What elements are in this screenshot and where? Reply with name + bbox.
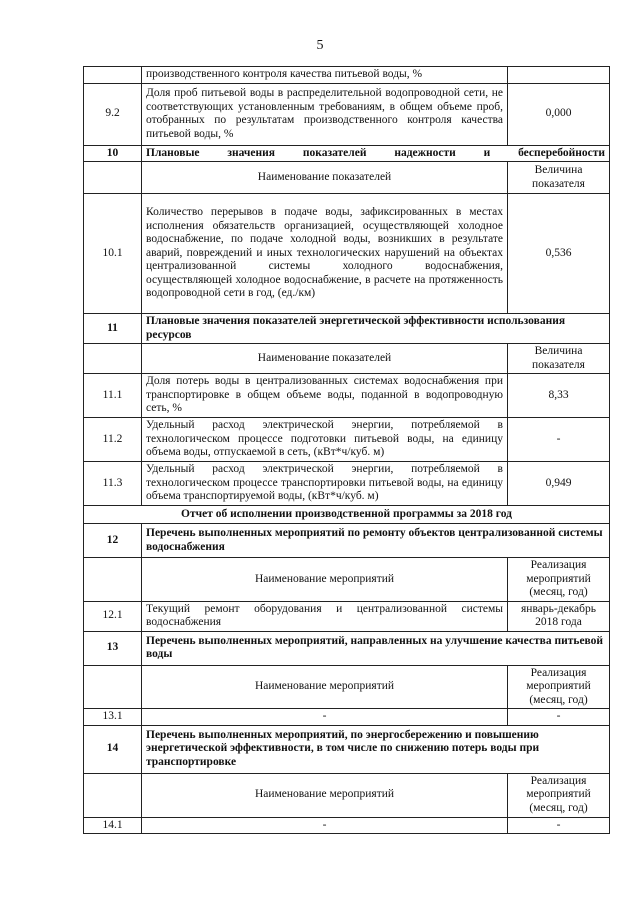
section-row: [84, 631, 610, 665]
table-row: [84, 374, 610, 418]
indicator-description: -: [142, 709, 508, 726]
indicator-description: -: [142, 817, 508, 834]
row-number: 13.1: [84, 709, 142, 726]
section-row: [84, 314, 610, 344]
row-number: 9.2: [84, 83, 142, 145]
section-row: [84, 524, 610, 558]
page-number: 5: [316, 38, 324, 53]
table-row: [84, 83, 610, 145]
column-header-value: Реализация мероприятий (месяц, год): [508, 665, 610, 709]
section-number: 12: [84, 524, 142, 558]
report-banner-row: [84, 506, 610, 524]
column-header-value: Реализация мероприятий (месяц, год): [508, 558, 610, 602]
table-row: [84, 418, 610, 462]
column-header-name: Наименование мероприятий: [142, 558, 508, 602]
indicator-value: -: [508, 418, 610, 462]
indicator-description: Доля потерь воды в централизованных системах водоснабжения при транспортировке в общем объеме воды, поданной в водопроводную сеть, %: [142, 374, 508, 418]
column-header-value: Величина показателя: [508, 162, 610, 194]
column-header-name: Наименование мероприятий: [142, 773, 508, 817]
table-row: [84, 601, 610, 631]
indicator-description: Удельный расход электрической энергии, потребляемой в технологическом процессе транспортировки питьевой воды, на единицу объема транспортируемой воды, (кВт*ч/куб. м): [142, 462, 508, 506]
section-row: [84, 725, 610, 773]
empty-cell: [84, 558, 142, 602]
column-header-value: Величина показателя: [508, 344, 610, 374]
column-header-name: Наименование показателей: [142, 162, 508, 194]
column-header-row: [84, 162, 610, 194]
section-row: [84, 145, 610, 162]
table-row: [84, 817, 610, 834]
empty-cell: [84, 344, 142, 374]
table-row: [84, 462, 610, 506]
indicator-value: [508, 67, 610, 84]
column-header-value: Реализация мероприятий (месяц, год): [508, 773, 610, 817]
table-row: [84, 709, 610, 726]
section-title: Перечень выполненных мероприятий, направленных на улучшение качества питьевой воды: [142, 631, 610, 665]
column-header-row: [84, 665, 610, 709]
row-number: 11.2: [84, 418, 142, 462]
section-number: 13: [84, 631, 142, 665]
section-number: 11: [84, 314, 142, 344]
row-number: 11.3: [84, 462, 142, 506]
section-title: Плановые значения показателей надежности и бесперебойности: [142, 145, 610, 162]
indicator-description: Доля проб питьевой воды в распределительной водопроводной сети, не соответствующих установленным требованиям, в общем объеме проб, отобранных по результатам производственного контроля качества питьевой воды, %: [142, 83, 508, 145]
column-header-name: Наименование мероприятий: [142, 665, 508, 709]
row-number: 11.1: [84, 374, 142, 418]
indicator-description: производственного контроля качества питьевой воды, %: [142, 67, 508, 84]
indicator-value: январь-декабрь 2018 года: [508, 601, 610, 631]
row-number: [84, 67, 142, 84]
indicators-table: [83, 66, 610, 834]
table-row: [84, 67, 610, 84]
indicator-value: 0,536: [508, 194, 610, 314]
table-row: [84, 194, 610, 314]
section-title: Перечень выполненных мероприятий по ремонту объектов централизованной системы водоснабжения: [142, 524, 610, 558]
row-number: 10.1: [84, 194, 142, 314]
row-number: 14.1: [84, 817, 142, 834]
indicator-value: -: [508, 817, 610, 834]
empty-cell: [84, 665, 142, 709]
empty-cell: [84, 162, 142, 194]
indicator-description: Количество перерывов в подаче воды, зафиксированных в местах исполнения обязательств организацией, осуществляющей холодное водоснабжение, по подаче холодной воды, возникших в результате аварий, повреждений и иных технологических нарушений на объектах централизованной системы холодного водоснабжения, осуществляющей холодное водоснабжение, в расчете на протяженность водопроводной сети в год, (ед./км): [142, 194, 508, 314]
section-title: Перечень выполненных мероприятий, по энергосбережению и повышению энергетической эффективности, в том числе по снижению потерь воды при транспортировке: [142, 725, 610, 773]
section-number: 14: [84, 725, 142, 773]
table-body: [84, 67, 610, 834]
indicator-value: -: [508, 709, 610, 726]
row-number: 12.1: [84, 601, 142, 631]
column-header-row: [84, 558, 610, 602]
indicator-value: 0,000: [508, 83, 610, 145]
empty-cell: [84, 773, 142, 817]
column-header-row: [84, 773, 610, 817]
column-header-row: [84, 344, 610, 374]
indicator-value: 8,33: [508, 374, 610, 418]
indicator-description: Текущий ремонт оборудования и централизованной системы водоснабжения: [142, 601, 508, 631]
indicator-description: Удельный расход электрической энергии, потребляемой в технологическом процессе подготовки питьевой воды, на единицу объема воды, отпускаемой в сеть, (кВт*ч/куб. м): [142, 418, 508, 462]
report-title: Отчет об исполнении производственной программы за 2018 год: [84, 506, 610, 524]
section-title: Плановые значения показателей энергетической эффективности использования ресурсов: [142, 314, 610, 344]
indicator-value: 0,949: [508, 462, 610, 506]
section-number: 10: [84, 145, 142, 162]
column-header-name: Наименование показателей: [142, 344, 508, 374]
